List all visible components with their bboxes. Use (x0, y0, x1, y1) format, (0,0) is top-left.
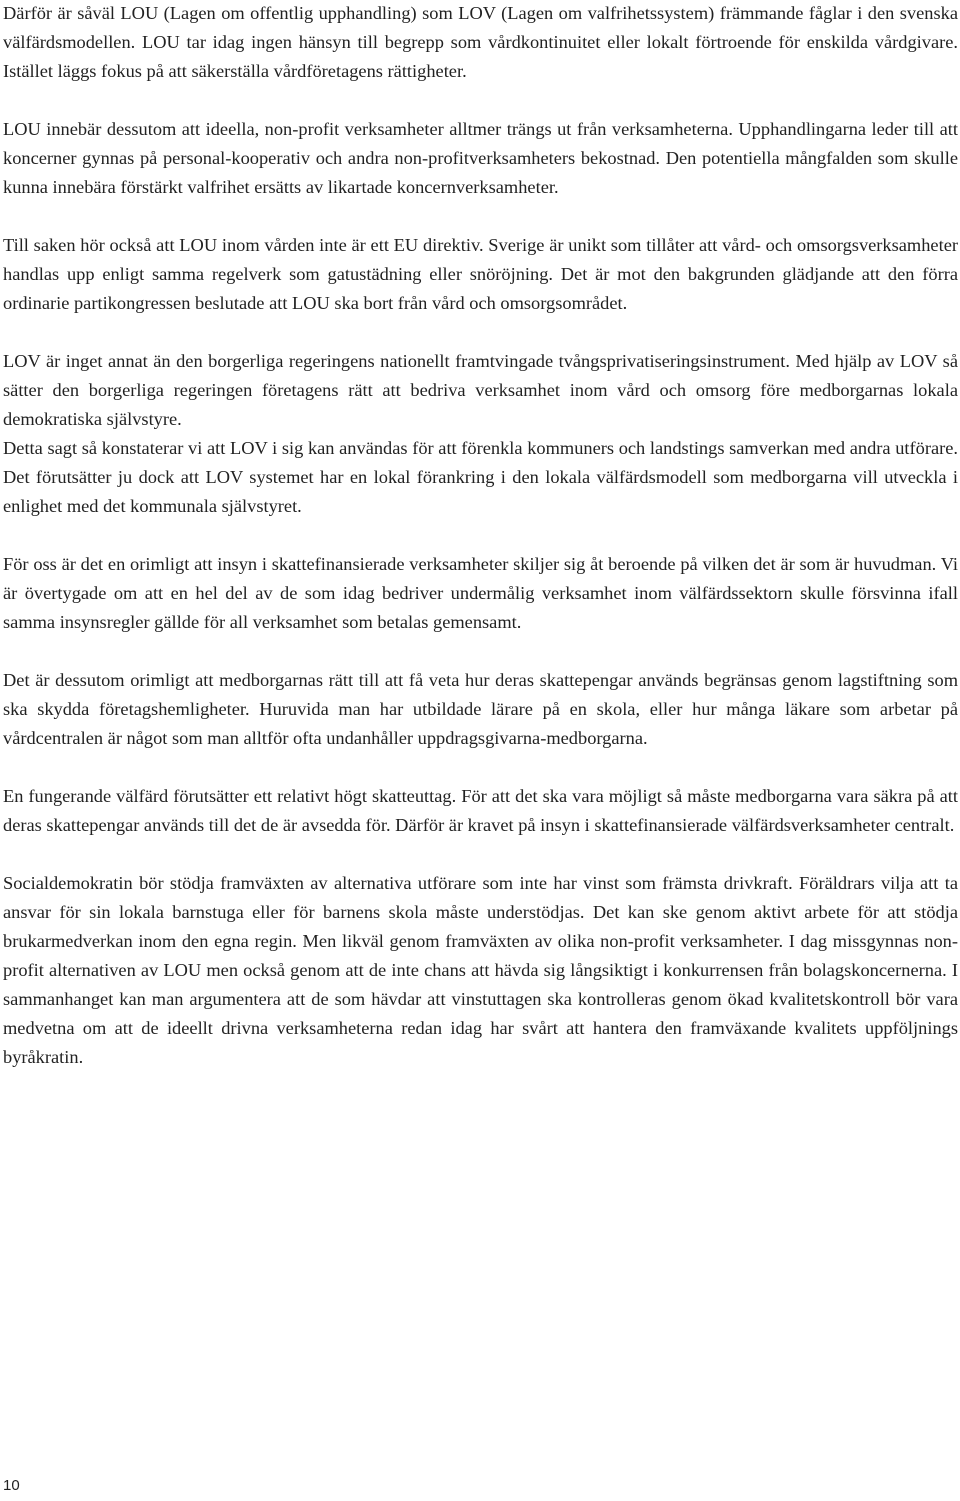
paragraph-lov-instrument: LOV är inget annat än den borgerliga regeringens nationellt framtvingade tvångsprivatiseringsinstrument. Med hjälp av LOV så sätter den borgerliga regeringen företagens rätt att bedriva verksamhet inom vård och omsorg före medborgarnas lokala demokratiska självstyre. (3, 351, 958, 429)
document-body (3, 0, 958, 1072)
paragraph-alternative-providers: Socialdemokratin bör stödja framväxten av alternativa utförare som inte har vinst som främsta drivkraft. Föräldrars vilja att ta ansvar för sin lokala barnstuga eller för barnens skola måste understödjas. Det kan ske genom aktivt arbete för att stödja brukarmedverkan inom den egna regin. Men likväl genom framväxten av olika non-profit verksamheter. I dag missgynnas non-profit alternativen av LOU men också genom att de inte chans att hävda sig långsiktigt i konkurrensen från bolagskoncernerna. I sammanhanget kan man argumentera att de som hävdar att vinstuttagen ska kontrolleras genom ökad kvalitetskontroll bör vara medvetna om att de ideellt drivna verksamheterna redan idag har svårt att hantera den framväxande kvalitets uppföljnings byråkratin. (3, 873, 958, 1067)
paragraph-insight-tax-funded: För oss är det en orimligt att insyn i skattefinansierade verksamheter skiljer sig åt beroende på vilken det är som är huvudman. Vi är övertygade om att en hel del av de som idag bedriver undermålig verksamhet inom välfärdssektorn skulle försvinna ifall samma insynsregler gällde för all verksamhet som betalas gemensamt. (3, 554, 958, 632)
paragraph-lov-cooperation: Detta sagt så konstaterar vi att LOV i sig kan användas för att förenkla kommuners och landstings samverkan med andra utförare. Det förutsätter ju dock att LOV systemet har en lokal förankring i den lokala välfärdsmodell som medborgarna vill utveckla i enlighet med det kommunala självstyret. (3, 438, 958, 516)
paragraph-citizens-right-to-know: Det är dessutom orimligt att medborgarnas rätt till att få veta hur deras skattepengar används begränsas genom lagstiftning som ska skydda företagshemligheter. Huruvida man har utbildade lärare på en skola, eller hur många läkare som arbetar på vårdcentralen är något som man alltför ofta undanhåller uppdragsgivarna-medborgarna. (3, 670, 958, 748)
paragraph-eu-directive: Till saken hör också att LOU inom vården inte är ett EU direktiv. Sverige är unikt som tillåter att vård- och omsorgsverksamheter handlas upp enligt samma regelverk som gatustädning eller snöröjning. Det är mot den bakgrunden glädjande att den förra ordinarie partikongressen beslutade att LOU ska bort från vård och omsorgsområdet. (3, 235, 958, 313)
paragraph-welfare-taxation: En fungerande välfärd förutsätter ett relativt högt skatteuttag. För att det ska vara möjligt så måste medborgarna vara säkra på att deras skattepengar används till det de är avsedda för. Därför är kravet på insyn i skattefinansierade välfärdsverksamheter centralt. (3, 786, 958, 835)
paragraph-non-profit-pushed-out: LOU innebär dessutom att ideella, non-profit verksamheter alltmer trängs ut från verksamheterna. Upphandlingarna leder till att koncerner gynnas på personal-kooperativ och andra non-profitverksamheters bekostnad. Den potentiella mångfalden som skulle kunna innebära förstärkt valfrihet ersätts av likartade koncernverksamheter. (3, 119, 958, 197)
paragraph-lou-lov-foreign: Därför är såväl LOU (Lagen om offentlig upphandling) som LOV (Lagen om valfrihetssystem) främmande fåglar i den svenska välfärdsmodellen. LOU tar idag ingen hänsyn till begrepp som vårdkontinuitet eller lokalt förtroende för enskilda vårdgivare. Istället läggs fokus på att säkerställa vårdföretagens rättigheter. (3, 3, 958, 81)
page-number: 10 (3, 1477, 20, 1494)
